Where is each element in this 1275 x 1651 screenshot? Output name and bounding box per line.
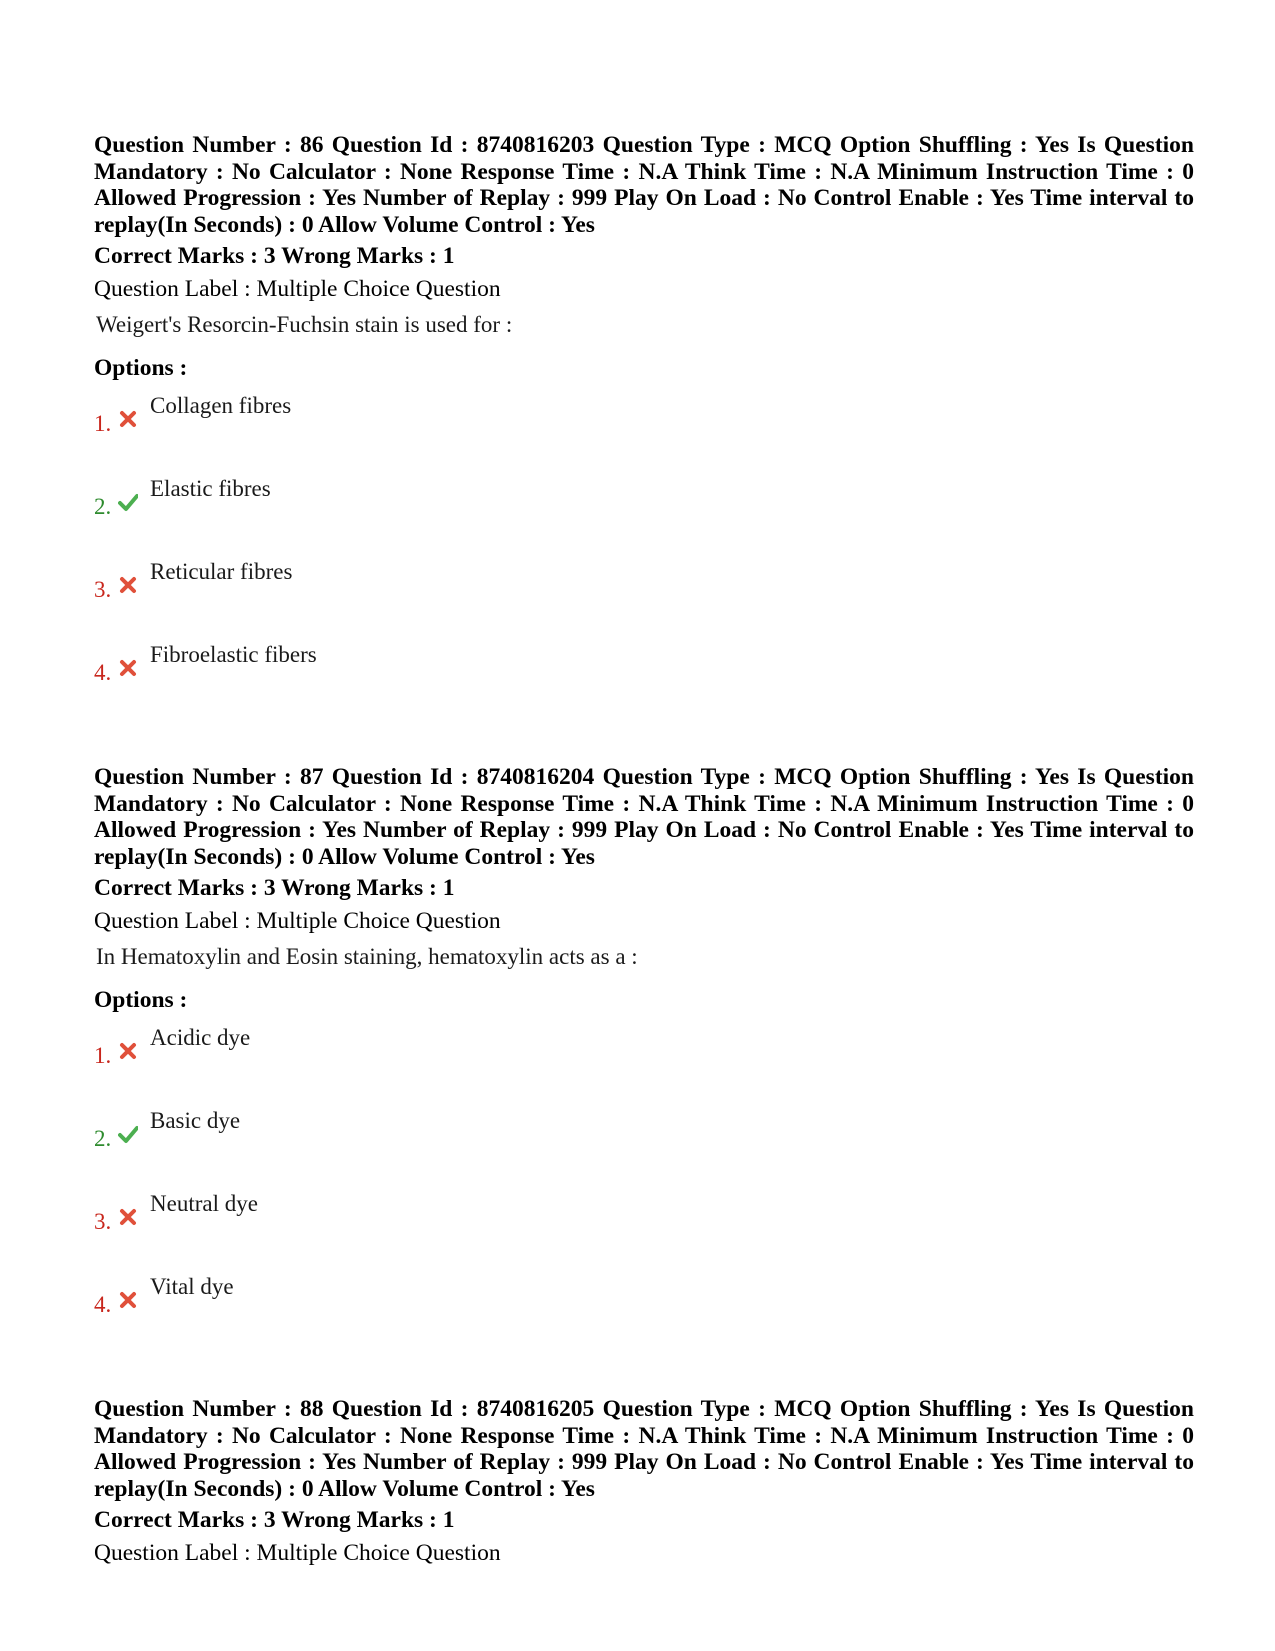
question-stem: In Hematoxylin and Eosin staining, hematoxylin acts as a : <box>96 944 638 970</box>
option-number: 4. <box>94 1292 112 1318</box>
option-3 <box>94 1191 1194 1274</box>
option-1 <box>94 1025 1194 1108</box>
cross-icon <box>118 1207 138 1227</box>
option-text: Acidic dye <box>150 1025 251 1051</box>
option-text: Reticular fibres <box>150 559 293 585</box>
question-meta: Question Number : 86 Question Id : 8740816203 Question Type : MCQ Option Shuffling : Yes Is Question Mandatory : No Calculator : None Response Time : N.A Think Time : N.A Minimum Instruction Time : 0 Allowed Progression : Yes Number of Replay : 999 Play On Load : No Control Enable : Yes Time interval to replay(In Seconds) : 0 Allow Volume Control : Yes <box>94 132 1194 238</box>
option-2 <box>94 1108 1194 1191</box>
option-text: Basic dye <box>150 1108 241 1134</box>
option-number: 3. <box>94 577 112 603</box>
options-list <box>94 1025 1194 1357</box>
cross-icon <box>118 1041 138 1061</box>
option-number: 1. <box>94 411 112 437</box>
option-number: 1. <box>94 1043 112 1069</box>
question-meta: Question Number : 88 Question Id : 8740816205 Question Type : MCQ Option Shuffling : Yes Is Question Mandatory : No Calculator : None Response Time : N.A Think Time : N.A Minimum Instruction Time : 0 Allowed Progression : Yes Number of Replay : 999 Play On Load : No Control Enable : Yes Time interval to replay(In Seconds) : 0 Allow Volume Control : Yes <box>94 1396 1194 1502</box>
question-marks: Correct Marks : 3 Wrong Marks : 1 <box>94 875 455 902</box>
options-heading: Options : <box>94 355 188 382</box>
question-86 <box>94 132 1194 725</box>
option-text: Vital dye <box>150 1274 234 1300</box>
question-label: Question Label : Multiple Choice Question <box>94 908 501 935</box>
option-1 <box>94 393 1194 476</box>
cross-icon <box>118 658 138 678</box>
question-marks: Correct Marks : 3 Wrong Marks : 1 <box>94 1507 455 1534</box>
question-87 <box>94 764 1194 1357</box>
cross-icon <box>118 1290 138 1310</box>
check-icon <box>118 1124 138 1144</box>
option-3 <box>94 559 1194 642</box>
option-text: Neutral dye <box>150 1191 258 1217</box>
option-2 <box>94 476 1194 559</box>
question-label: Question Label : Multiple Choice Question <box>94 276 501 303</box>
check-icon <box>118 492 138 512</box>
option-number: 2. <box>94 1126 112 1152</box>
option-text: Fibroelastic fibers <box>150 642 317 668</box>
option-number: 2. <box>94 494 112 520</box>
question-label: Question Label : Multiple Choice Question <box>94 1540 501 1567</box>
options-heading: Options : <box>94 987 188 1014</box>
option-4 <box>94 1274 1194 1357</box>
option-number: 3. <box>94 1209 112 1235</box>
option-text: Elastic fibres <box>150 476 271 502</box>
option-number: 4. <box>94 660 112 686</box>
question-meta: Question Number : 87 Question Id : 8740816204 Question Type : MCQ Option Shuffling : Yes Is Question Mandatory : No Calculator : None Response Time : N.A Think Time : N.A Minimum Instruction Time : 0 Allowed Progression : Yes Number of Replay : 999 Play On Load : No Control Enable : Yes Time interval to replay(In Seconds) : 0 Allow Volume Control : Yes <box>94 764 1194 870</box>
cross-icon <box>118 409 138 429</box>
options-list <box>94 393 1194 725</box>
question-marks: Correct Marks : 3 Wrong Marks : 1 <box>94 243 455 270</box>
option-text: Collagen fibres <box>150 393 292 419</box>
question-stem: Weigert's Resorcin-Fuchsin stain is used for : <box>96 312 513 338</box>
cross-icon <box>118 575 138 595</box>
option-4 <box>94 642 1194 725</box>
question-88 <box>94 1396 1194 1566</box>
